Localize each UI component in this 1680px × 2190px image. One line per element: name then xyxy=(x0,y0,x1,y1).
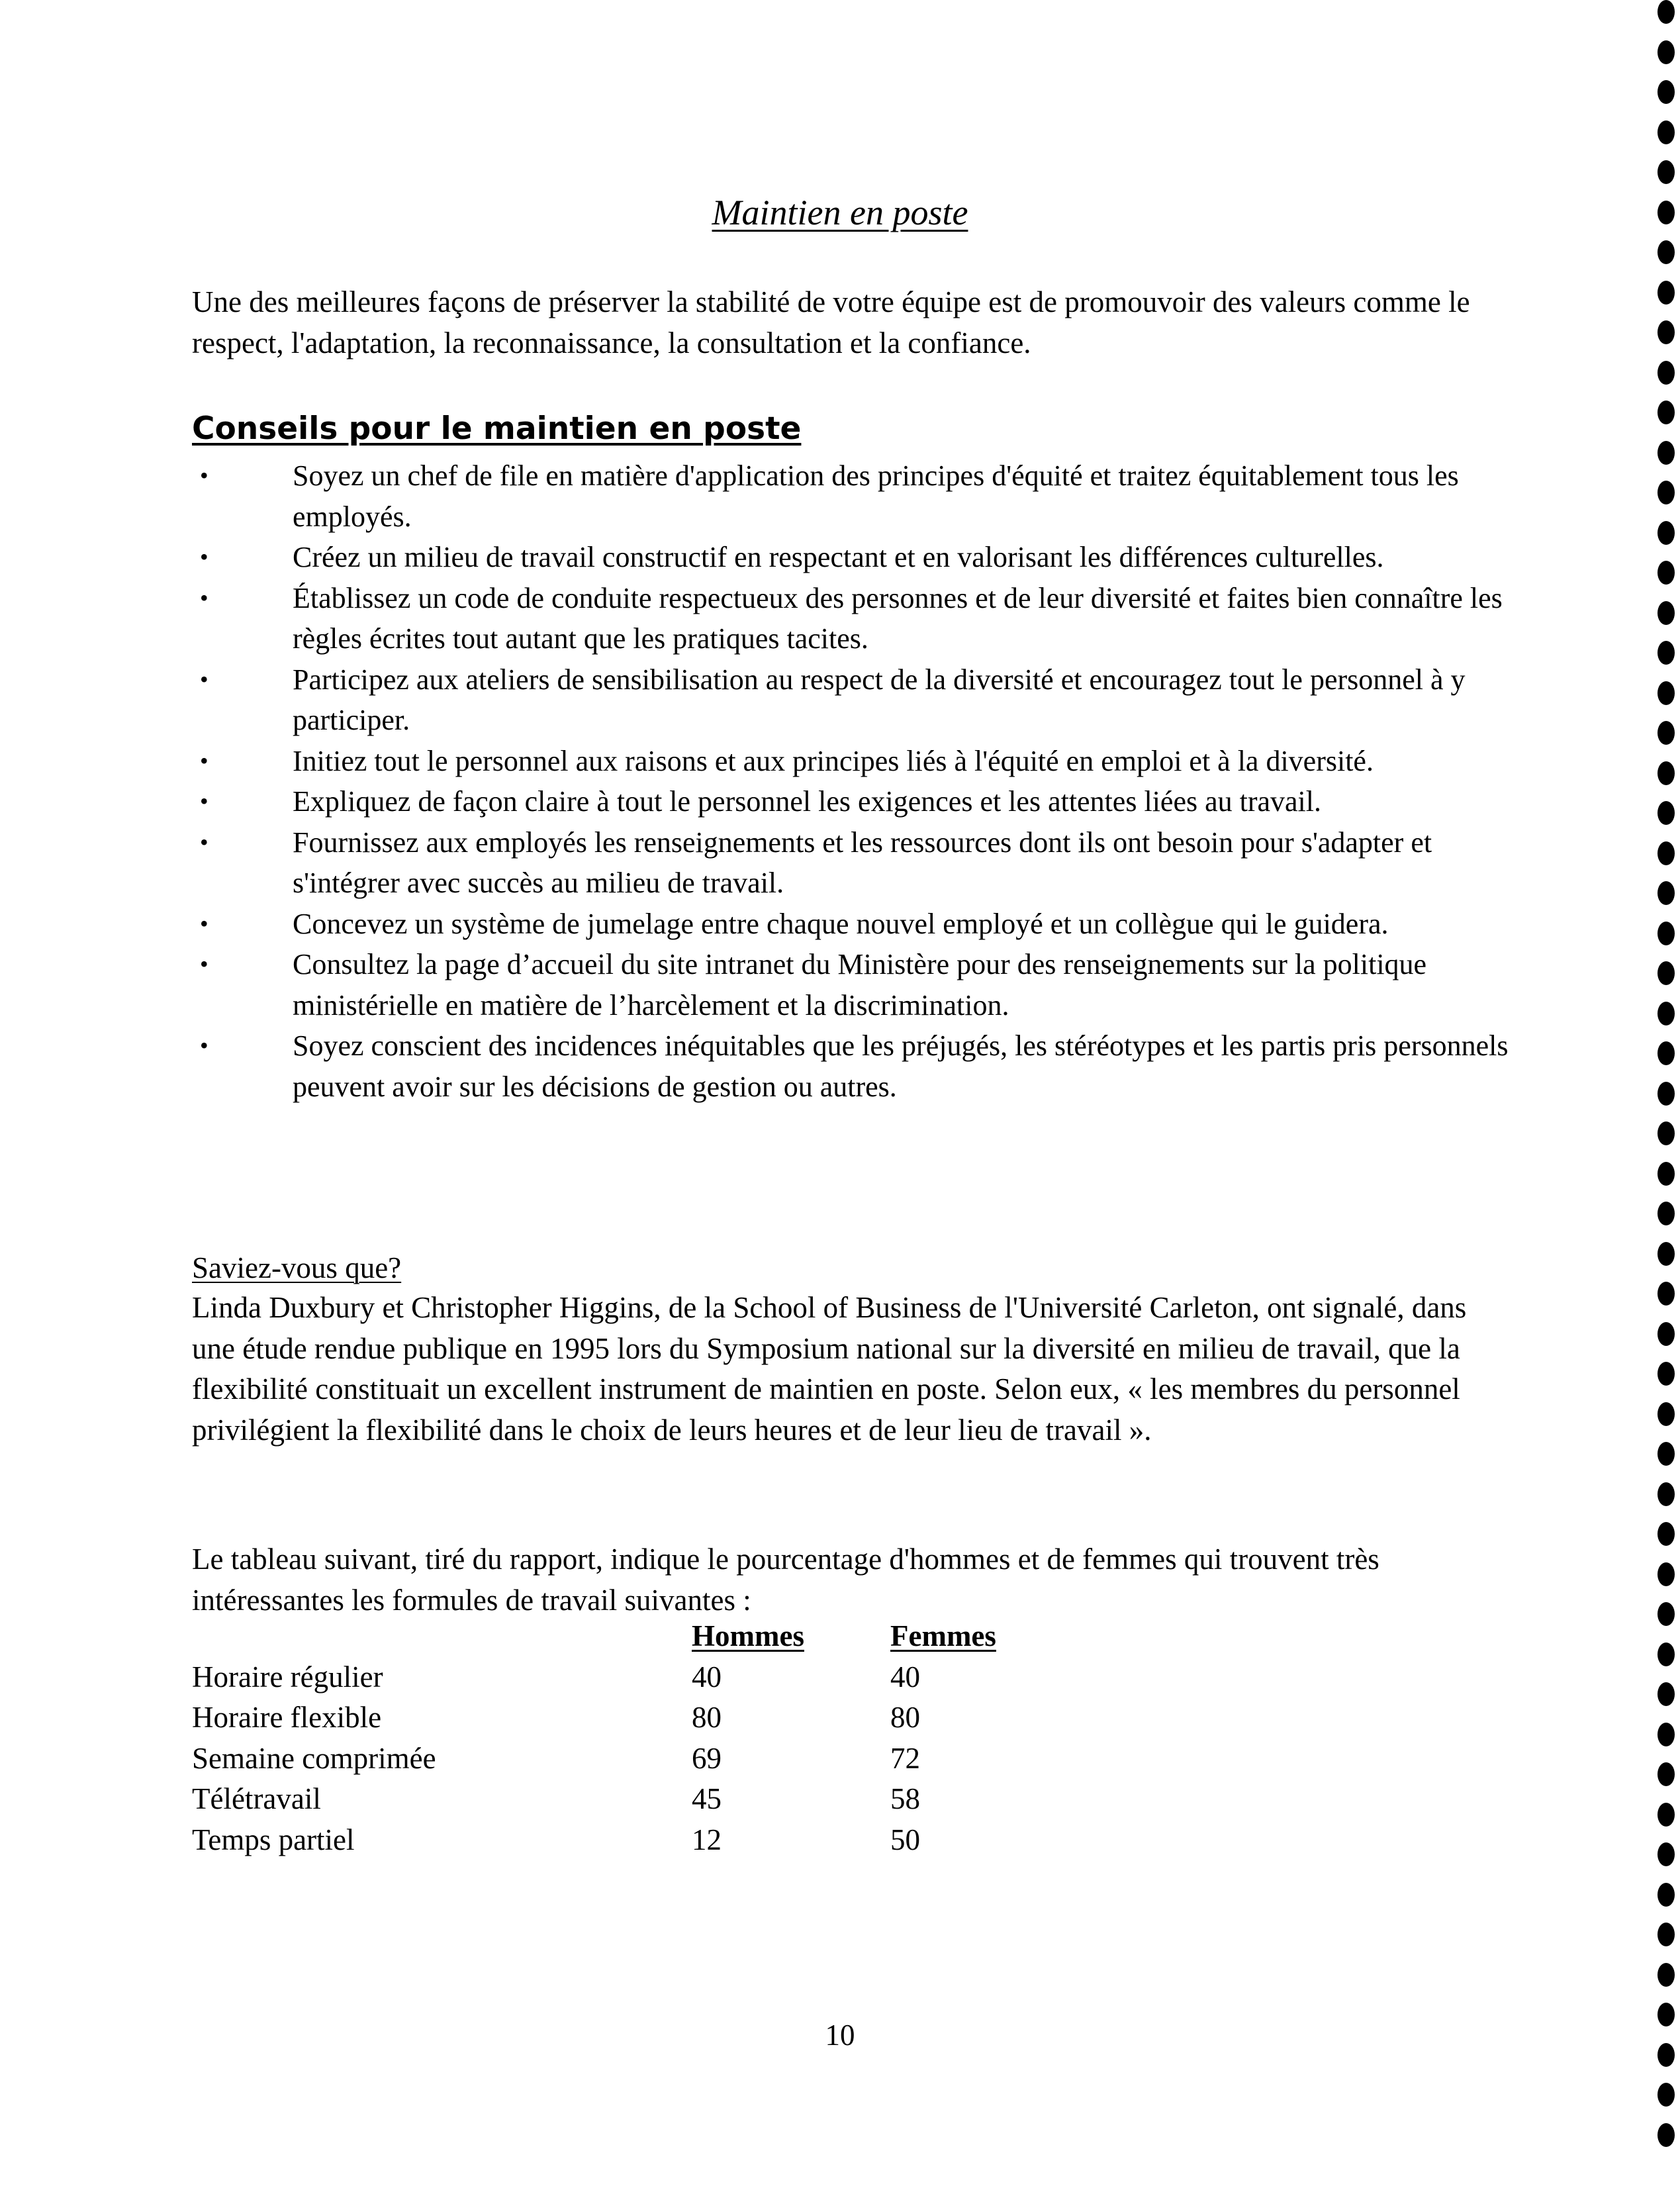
binding-hole xyxy=(1657,1282,1675,1306)
saviez-heading: Saviez-vous que? xyxy=(192,1251,402,1284)
table-cell-femmes: 40 xyxy=(890,1660,920,1693)
list-item xyxy=(192,659,1516,741)
table-cell-hommes: 40 xyxy=(692,1660,722,1693)
binding-hole xyxy=(1657,281,1675,305)
tip-text: Fournissez aux employés les renseignements et les ressources dont ils ont besoin pour s'adapter et s'intégrer avec succès au milieu de travail. xyxy=(293,826,1432,899)
binding-hole xyxy=(1657,761,1675,785)
binding-hole xyxy=(1657,721,1675,745)
binding-hole xyxy=(1657,561,1675,585)
table-cell-femmes: 50 xyxy=(890,1823,920,1856)
list-item xyxy=(192,904,1516,945)
binding-hole xyxy=(1657,80,1675,104)
list-item xyxy=(192,781,1516,822)
binding-hole xyxy=(1657,521,1675,545)
list-item xyxy=(192,1025,1516,1107)
bullet-icon: • xyxy=(200,1032,209,1059)
binding-hole xyxy=(1657,601,1675,625)
binding-hole xyxy=(1657,922,1675,945)
binding-hole xyxy=(1657,2083,1675,2107)
tip-text: Soyez conscient des incidences inéquitables que les préjugés, les stéréotypes et les partis pris personnels peuvent avoir sur les décisions de gestion ou autres. xyxy=(293,1029,1509,1103)
binding-hole xyxy=(1657,320,1675,344)
page-number: 10 xyxy=(825,2019,855,2052)
binding-hole xyxy=(1657,1202,1675,1225)
bullet-icon: • xyxy=(200,951,209,977)
bullet-icon: • xyxy=(200,788,209,814)
bullet-icon: • xyxy=(200,665,209,692)
binding-hole xyxy=(1657,361,1675,385)
binding-hole xyxy=(1657,1643,1675,1666)
tips-heading: Conseils pour le maintien en poste xyxy=(192,410,802,447)
table-intro-paragraph: Le tableau suivant, tiré du rapport, indique le pourcentage d'hommes et de femmes qui trouvent très intéressantes les formules de travail suivantes : xyxy=(192,1543,1379,1617)
table-cell-label: Télétravail xyxy=(192,1782,321,1815)
binding-hole xyxy=(1657,1002,1675,1025)
binding-holes xyxy=(1640,0,1680,2190)
binding-hole xyxy=(1657,1442,1675,1466)
binding-hole xyxy=(1657,120,1675,144)
binding-hole xyxy=(1657,1242,1675,1266)
tip-text: Participez aux ateliers de sensibilisation au respect de la diversité et encouragez tout le personnel à y participer. xyxy=(293,663,1466,736)
binding-hole xyxy=(1657,1162,1675,1186)
list-item xyxy=(192,537,1516,578)
list-item xyxy=(192,578,1516,659)
binding-hole xyxy=(1657,2043,1675,2067)
bullet-icon: • xyxy=(200,828,209,855)
intro-paragraph: Une des meilleures façons de préserver la stabilité de votre équipe est de promouvoir des valeurs comme le respect, l'adaptation, la reconnaissance, la consultation et la confiance. xyxy=(192,285,1470,359)
tip-text: Établissez un code de conduite respectueux des personnes et de leur diversité et faites bien connaître les règles écrites tout autant que les pratiques tacites. xyxy=(293,581,1503,655)
tip-text: Soyez un chef de file en matière d'application des principes d'équité et traitez équitablement tous les employés. xyxy=(293,459,1459,533)
binding-hole xyxy=(1657,1562,1675,1586)
table-cell-hommes: 69 xyxy=(692,1741,722,1775)
list-item xyxy=(192,944,1516,1025)
binding-hole xyxy=(1657,1522,1675,1546)
binding-hole xyxy=(1657,1362,1675,1386)
binding-hole xyxy=(1657,1402,1675,1426)
table-cell-hommes: 45 xyxy=(692,1782,722,1815)
binding-hole xyxy=(1657,1602,1675,1626)
binding-hole xyxy=(1657,481,1675,504)
table-cell-femmes: 58 xyxy=(890,1782,920,1815)
page-title: Maintien en poste xyxy=(712,193,968,232)
binding-hole xyxy=(1657,881,1675,905)
binding-hole xyxy=(1657,2003,1675,2026)
binding-hole xyxy=(1657,641,1675,665)
binding-hole xyxy=(1657,1082,1675,1106)
binding-hole xyxy=(1657,961,1675,985)
list-item xyxy=(192,822,1516,904)
tip-text: Consultez la page d’accueil du site intranet du Ministère pour des renseignements sur la politique ministérielle en matière de l’harcèlement et la discrimination. xyxy=(293,948,1427,1022)
bullet-icon: • xyxy=(200,462,209,489)
binding-hole xyxy=(1657,1482,1675,1506)
table-header-femmes: Femmes xyxy=(890,1619,996,1652)
binding-hole xyxy=(1657,1723,1675,1746)
tip-text: Concevez un système de jumelage entre chaque nouvel employé et un collègue qui le guidera. xyxy=(293,907,1389,940)
list-item xyxy=(192,455,1516,537)
binding-hole xyxy=(1657,1842,1675,1866)
tips-list xyxy=(192,455,1516,1107)
binding-hole xyxy=(1657,201,1675,224)
list-item xyxy=(192,741,1516,782)
table-header-hommes: Hommes xyxy=(692,1619,804,1652)
tip-text: Expliquez de façon claire à tout le personnel les exigences et les attentes liées au travail. xyxy=(293,785,1322,818)
table-cell-label: Horaire régulier xyxy=(192,1660,383,1693)
binding-hole xyxy=(1657,841,1675,865)
table-cell-label: Temps partiel xyxy=(192,1823,355,1856)
bullet-icon: • xyxy=(200,544,209,570)
binding-hole xyxy=(1657,40,1675,64)
table-cell-hommes: 80 xyxy=(692,1701,722,1734)
binding-hole xyxy=(1657,1883,1675,1907)
binding-hole xyxy=(1657,1923,1675,1946)
table-cell-femmes: 72 xyxy=(890,1741,920,1775)
bullet-icon: • xyxy=(200,747,209,774)
binding-hole xyxy=(1657,401,1675,424)
bullet-icon: • xyxy=(200,910,209,937)
binding-hole xyxy=(1657,240,1675,264)
binding-hole xyxy=(1657,2123,1675,2147)
binding-hole xyxy=(1657,1682,1675,1706)
binding-hole xyxy=(1657,1322,1675,1346)
binding-hole xyxy=(1657,1041,1675,1065)
table-cell-hommes: 12 xyxy=(692,1823,722,1856)
bullet-icon: • xyxy=(200,584,209,611)
saviez-paragraph: Linda Duxbury et Christopher Higgins, de la School of Business de l'Université Carleton, ont signalé, dans une étude rendue publique en 1995 lors du Symposium national sur la diversité en milieu de travail, que la flexibilité constituait un excellent instrument de maintien en poste. Selon eux, « les membres du personnel privilégient la flexibilité dans le choix de leurs heures et de leur lieu de travail ». xyxy=(192,1291,1467,1447)
table-cell-femmes: 80 xyxy=(890,1701,920,1734)
binding-hole xyxy=(1657,801,1675,825)
binding-hole xyxy=(1657,1963,1675,1987)
tip-text: Créez un milieu de travail constructif en respectant et en valorisant les différences culturelles. xyxy=(293,541,1384,573)
table-cell-label: Semaine comprimée xyxy=(192,1741,436,1775)
binding-hole xyxy=(1657,1121,1675,1145)
binding-hole xyxy=(1657,160,1675,184)
table-cell-label: Horaire flexible xyxy=(192,1701,382,1734)
binding-hole xyxy=(1657,441,1675,465)
tip-text: Initiez tout le personnel aux raisons et aux principes liés à l'équité en emploi et à la diversité. xyxy=(293,744,1374,777)
binding-hole xyxy=(1657,1803,1675,1827)
binding-hole xyxy=(1657,0,1675,24)
binding-hole xyxy=(1657,1762,1675,1786)
binding-hole xyxy=(1657,681,1675,705)
